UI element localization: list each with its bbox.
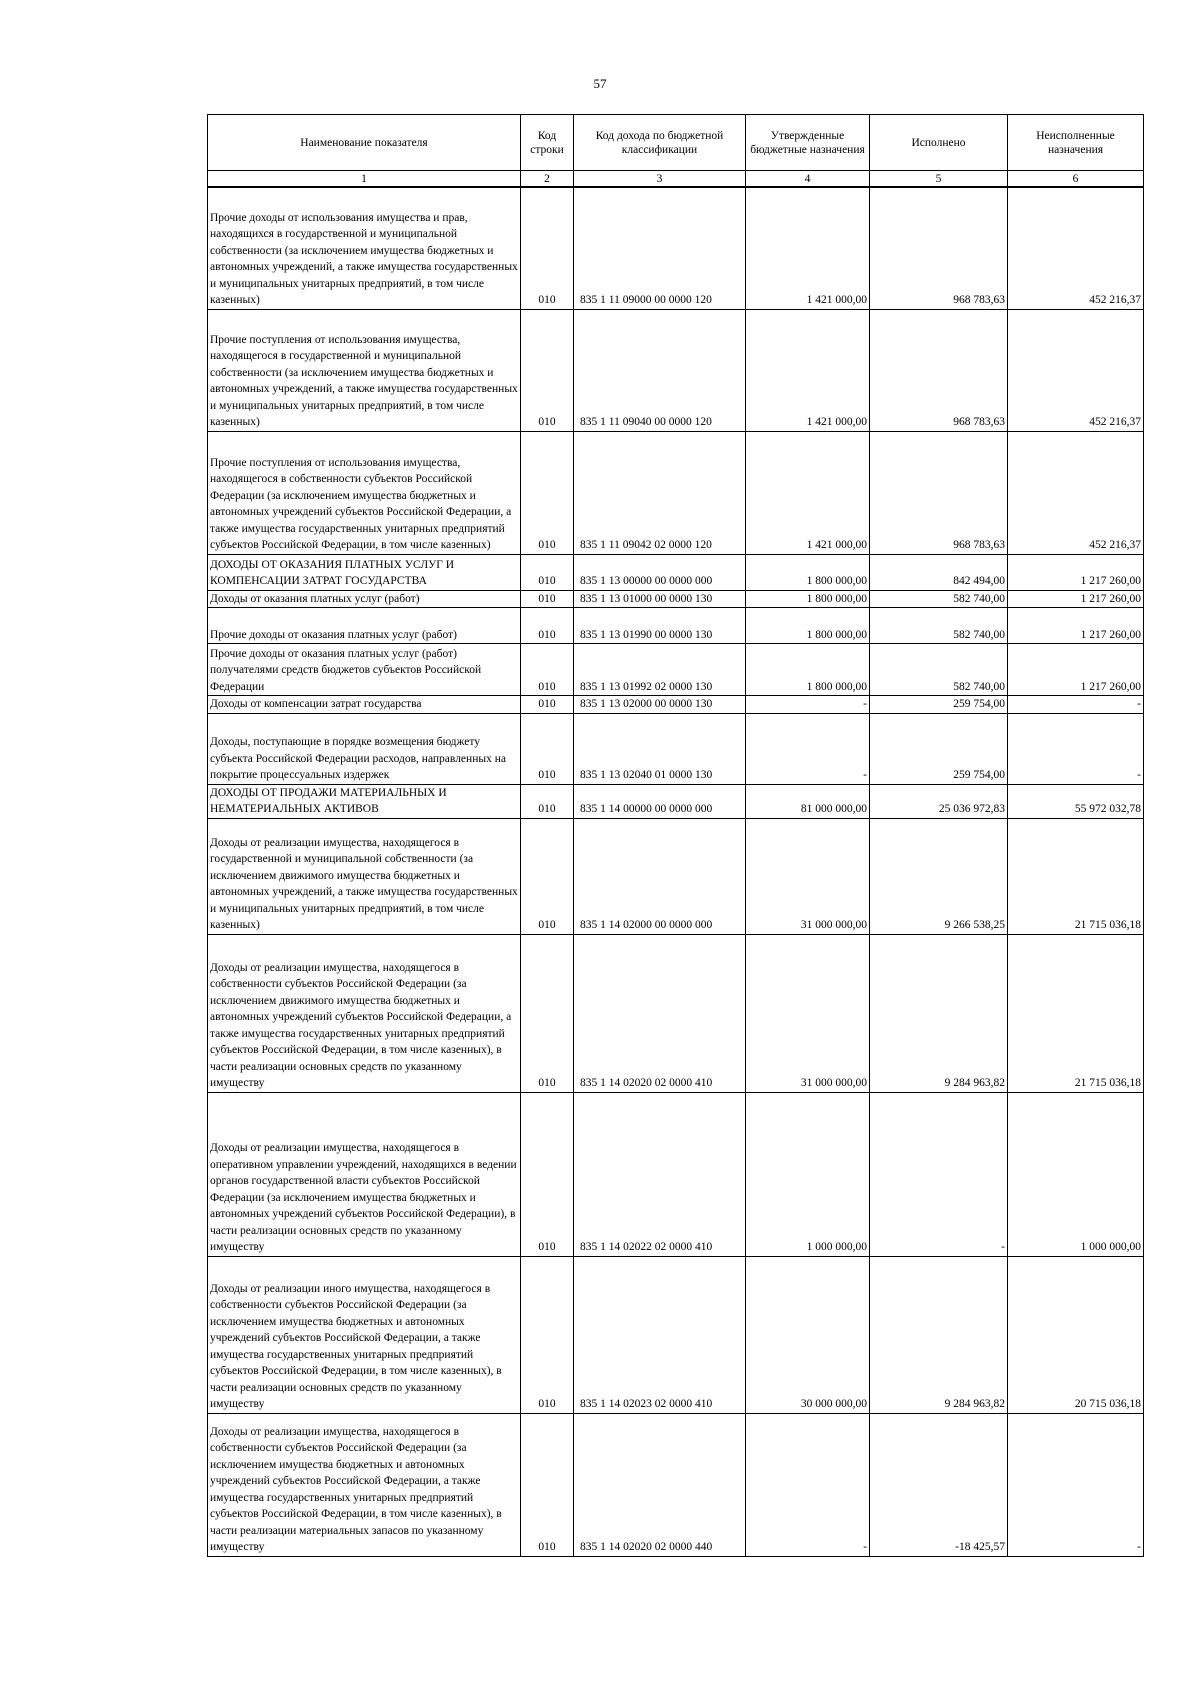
row-name-cell: Прочие доходы от использования имущества и прав, находящихся в государственной и муниципальной собственности (за исключением имущества бюджетных и автономных учреждений, а также имущества государственных и муниципальных унитарных предприятий, в том числе казенных) xyxy=(208,187,521,309)
row-classification-code-cell: 835 1 14 02020 02 0000 410 xyxy=(574,934,746,1092)
row-line-code-cell: 010 xyxy=(521,590,574,608)
row-classification-code-cell: 835 1 11 09040 00 0000 120 xyxy=(574,309,746,431)
table-row xyxy=(208,554,1144,590)
row-line-code-cell: 010 xyxy=(521,818,574,934)
row-unexecuted-cell: 452 216,37 xyxy=(1008,309,1144,431)
table-row xyxy=(208,187,1144,309)
row-name-cell: Доходы от оказания платных услуг (работ) xyxy=(208,590,521,608)
column-number: 2 xyxy=(521,171,574,188)
row-line-code-cell: 010 xyxy=(521,713,574,784)
row-line-code-cell: 010 xyxy=(521,696,574,714)
row-approved-cell: 81 000 000,00 xyxy=(746,784,870,818)
row-executed-cell: 582 740,00 xyxy=(870,590,1008,608)
row-line-code-cell: 010 xyxy=(521,784,574,818)
row-name-cell: Прочие поступления от использования имущества, находящегося в государственной и муниципальной собственности (за исключением имущества бюджетных и автономных учреждений, а также имущества государственных и муниципальных унитарных предприятий, в том числе казенных) xyxy=(208,309,521,431)
row-name-cell: Прочие доходы от оказания платных услуг (работ) xyxy=(208,608,521,644)
row-line-code-cell: 010 xyxy=(521,187,574,309)
row-classification-code-cell: 835 1 14 02022 02 0000 410 xyxy=(574,1092,746,1256)
table-row xyxy=(208,590,1144,608)
row-executed-cell: 968 783,63 xyxy=(870,309,1008,431)
column-number: 6 xyxy=(1008,171,1144,188)
row-approved-cell: 1 421 000,00 xyxy=(746,431,870,554)
table-row xyxy=(208,309,1144,431)
row-executed-cell: 968 783,63 xyxy=(870,431,1008,554)
row-executed-cell: 259 754,00 xyxy=(870,696,1008,714)
row-approved-cell: 1 800 000,00 xyxy=(746,644,870,696)
row-unexecuted-cell: 1 217 260,00 xyxy=(1008,608,1144,644)
row-executed-cell: 9 266 538,25 xyxy=(870,818,1008,934)
column-number-row xyxy=(208,171,1144,188)
row-unexecuted-cell: 1 217 260,00 xyxy=(1008,644,1144,696)
row-name-cell: Доходы от реализации имущества, находящегося в оперативном управлении учреждений, находящихся в ведении органов государственной власти субъектов Российской Федерации (за исключением имущества бюджетных и автономных учреждений субъектов Российской Федерации), в части реализации основных средств по указанному имуществу xyxy=(208,1092,521,1256)
row-unexecuted-cell: - xyxy=(1008,1413,1144,1556)
table-row xyxy=(208,431,1144,554)
row-unexecuted-cell: 452 216,37 xyxy=(1008,187,1144,309)
row-line-code-cell: 010 xyxy=(521,1413,574,1556)
row-line-code-cell: 010 xyxy=(521,1092,574,1256)
row-executed-cell: - xyxy=(870,1092,1008,1256)
row-executed-cell: 9 284 963,82 xyxy=(870,934,1008,1092)
row-classification-code-cell: 835 1 13 02000 00 0000 130 xyxy=(574,696,746,714)
table-row xyxy=(208,608,1144,644)
table-row xyxy=(208,1256,1144,1413)
row-approved-cell: 31 000 000,00 xyxy=(746,818,870,934)
row-name-cell: Доходы от реализации иного имущества, находящегося в собственности субъектов Российской Федерации (за исключением имущества бюджетных и автономных учреждений субъектов Российской Федерации, а также имущества государственных унитарных предприятий субъектов Российской Федерации, в том числе казенных), в части реализации основных средств по указанному имуществу xyxy=(208,1256,521,1413)
table-row xyxy=(208,696,1144,714)
row-classification-code-cell: 835 1 14 02000 00 0000 000 xyxy=(574,818,746,934)
row-line-code-cell: 010 xyxy=(521,309,574,431)
column-number: 5 xyxy=(870,171,1008,188)
row-line-code-cell: 010 xyxy=(521,431,574,554)
column-number: 1 xyxy=(208,171,521,188)
row-classification-code-cell: 835 1 11 09042 02 0000 120 xyxy=(574,431,746,554)
row-executed-cell: 582 740,00 xyxy=(870,608,1008,644)
column-number: 3 xyxy=(574,171,746,188)
row-name-cell: Доходы от компенсации затрат государства xyxy=(208,696,521,714)
row-line-code-cell: 010 xyxy=(521,1256,574,1413)
table-row xyxy=(208,644,1144,696)
column-header-classification-code: Код дохода по бюджетной классификации xyxy=(574,115,746,171)
row-unexecuted-cell: 21 715 036,18 xyxy=(1008,818,1144,934)
row-classification-code-cell: 835 1 13 01990 00 0000 130 xyxy=(574,608,746,644)
row-approved-cell: 1 421 000,00 xyxy=(746,187,870,309)
row-unexecuted-cell: 55 972 032,78 xyxy=(1008,784,1144,818)
header-row xyxy=(208,115,1144,171)
row-unexecuted-cell: 1 000 000,00 xyxy=(1008,1092,1144,1256)
table-row xyxy=(208,1413,1144,1556)
row-approved-cell: - xyxy=(746,696,870,714)
row-approved-cell: - xyxy=(746,1413,870,1556)
row-classification-code-cell: 835 1 13 01992 02 0000 130 xyxy=(574,644,746,696)
row-name-cell: Доходы от реализации имущества, находящегося в собственности субъектов Российской Федерации (за исключением имущества бюджетных и автономных учреждений субъектов Российской Федерации, а также имущества государственных унитарных предприятий субъектов Российской Федерации, в том числе казенных), в части реализации материальных запасов по указанному имуществу xyxy=(208,1413,521,1556)
row-executed-cell: -18 425,57 xyxy=(870,1413,1008,1556)
page-number: 57 xyxy=(593,76,607,91)
row-unexecuted-cell: - xyxy=(1008,713,1144,784)
table-row xyxy=(208,713,1144,784)
row-name-cell: Доходы от реализации имущества, находящегося в собственности субъектов Российской Федерации (за исключением движимого имущества бюджетных и автономных учреждений субъектов Российской Федерации, а также имущества государственных унитарных предприятий субъектов Российской Федерации, в том числе казенных), в части реализации основных средств по указанному имуществу xyxy=(208,934,521,1092)
row-classification-code-cell: 835 1 11 09000 00 0000 120 xyxy=(574,187,746,309)
row-unexecuted-cell: - xyxy=(1008,696,1144,714)
column-header-approved: Утвержденные бюджетные назначения xyxy=(746,115,870,171)
row-name-cell: Доходы от реализации имущества, находящегося в государственной и муниципальной собственности (за исключением движимого имущества бюджетных и автономных учреждений, а также имущества государственных и муниципальных унитарных предприятий, в том числе казенных) xyxy=(208,818,521,934)
row-unexecuted-cell: 20 715 036,18 xyxy=(1008,1256,1144,1413)
row-name-cell: Доходы, поступающие в порядке возмещения бюджету субъекта Российской Федерации расходов, направленных на покрытие процессуальных издержек xyxy=(208,713,521,784)
row-classification-code-cell: 835 1 14 02023 02 0000 410 xyxy=(574,1256,746,1413)
row-approved-cell: 1 421 000,00 xyxy=(746,309,870,431)
row-name-cell: ДОХОДЫ ОТ ПРОДАЖИ МАТЕРИАЛЬНЫХ И НЕМАТЕРИАЛЬНЫХ АКТИВОВ xyxy=(208,784,521,818)
row-name-cell: ДОХОДЫ ОТ ОКАЗАНИЯ ПЛАТНЫХ УСЛУГ И КОМПЕНСАЦИИ ЗАТРАТ ГОСУДАРСТВА xyxy=(208,554,521,590)
table-row xyxy=(208,934,1144,1092)
row-executed-cell: 9 284 963,82 xyxy=(870,1256,1008,1413)
row-classification-code-cell: 835 1 14 02020 02 0000 440 xyxy=(574,1413,746,1556)
revenue-report-table xyxy=(207,114,1144,1557)
table-row xyxy=(208,818,1144,934)
row-unexecuted-cell: 1 217 260,00 xyxy=(1008,590,1144,608)
row-executed-cell: 259 754,00 xyxy=(870,713,1008,784)
row-name-cell: Прочие доходы от оказания платных услуг (работ) получателями средств бюджетов субъектов Российской Федерации xyxy=(208,644,521,696)
table-row xyxy=(208,1092,1144,1256)
column-header-unexecuted: Неисполненные назначения xyxy=(1008,115,1144,171)
column-header-executed: Исполнено xyxy=(870,115,1008,171)
report-body xyxy=(208,187,1144,1556)
row-line-code-cell: 010 xyxy=(521,554,574,590)
table-row xyxy=(208,784,1144,818)
row-name-cell: Прочие поступления от использования имущества, находящегося в собственности субъектов Российской Федерации (за исключением имущества бюджетных и автономных учреждений субъектов Российской Федерации, а также имущества государственных унитарных предприятий субъектов Российской Федерации, в том числе казенных) xyxy=(208,431,521,554)
row-approved-cell: 1 800 000,00 xyxy=(746,608,870,644)
row-executed-cell: 842 494,00 xyxy=(870,554,1008,590)
row-line-code-cell: 010 xyxy=(521,608,574,644)
row-approved-cell: - xyxy=(746,713,870,784)
row-approved-cell: 31 000 000,00 xyxy=(746,934,870,1092)
row-unexecuted-cell: 21 715 036,18 xyxy=(1008,934,1144,1092)
row-executed-cell: 582 740,00 xyxy=(870,644,1008,696)
row-executed-cell: 25 036 972,83 xyxy=(870,784,1008,818)
row-line-code-cell: 010 xyxy=(521,644,574,696)
row-line-code-cell: 010 xyxy=(521,934,574,1092)
row-classification-code-cell: 835 1 13 00000 00 0000 000 xyxy=(574,554,746,590)
row-approved-cell: 1 000 000,00 xyxy=(746,1092,870,1256)
row-classification-code-cell: 835 1 13 01000 00 0000 130 xyxy=(574,590,746,608)
column-number: 4 xyxy=(746,171,870,188)
row-unexecuted-cell: 452 216,37 xyxy=(1008,431,1144,554)
row-classification-code-cell: 835 1 13 02040 01 0000 130 xyxy=(574,713,746,784)
row-approved-cell: 30 000 000,00 xyxy=(746,1256,870,1413)
column-header-line-code: Код строки xyxy=(521,115,574,171)
row-approved-cell: 1 800 000,00 xyxy=(746,590,870,608)
row-executed-cell: 968 783,63 xyxy=(870,187,1008,309)
column-header-indicator-name: Наименование показателя xyxy=(208,115,521,171)
row-approved-cell: 1 800 000,00 xyxy=(746,554,870,590)
row-unexecuted-cell: 1 217 260,00 xyxy=(1008,554,1144,590)
row-classification-code-cell: 835 1 14 00000 00 0000 000 xyxy=(574,784,746,818)
